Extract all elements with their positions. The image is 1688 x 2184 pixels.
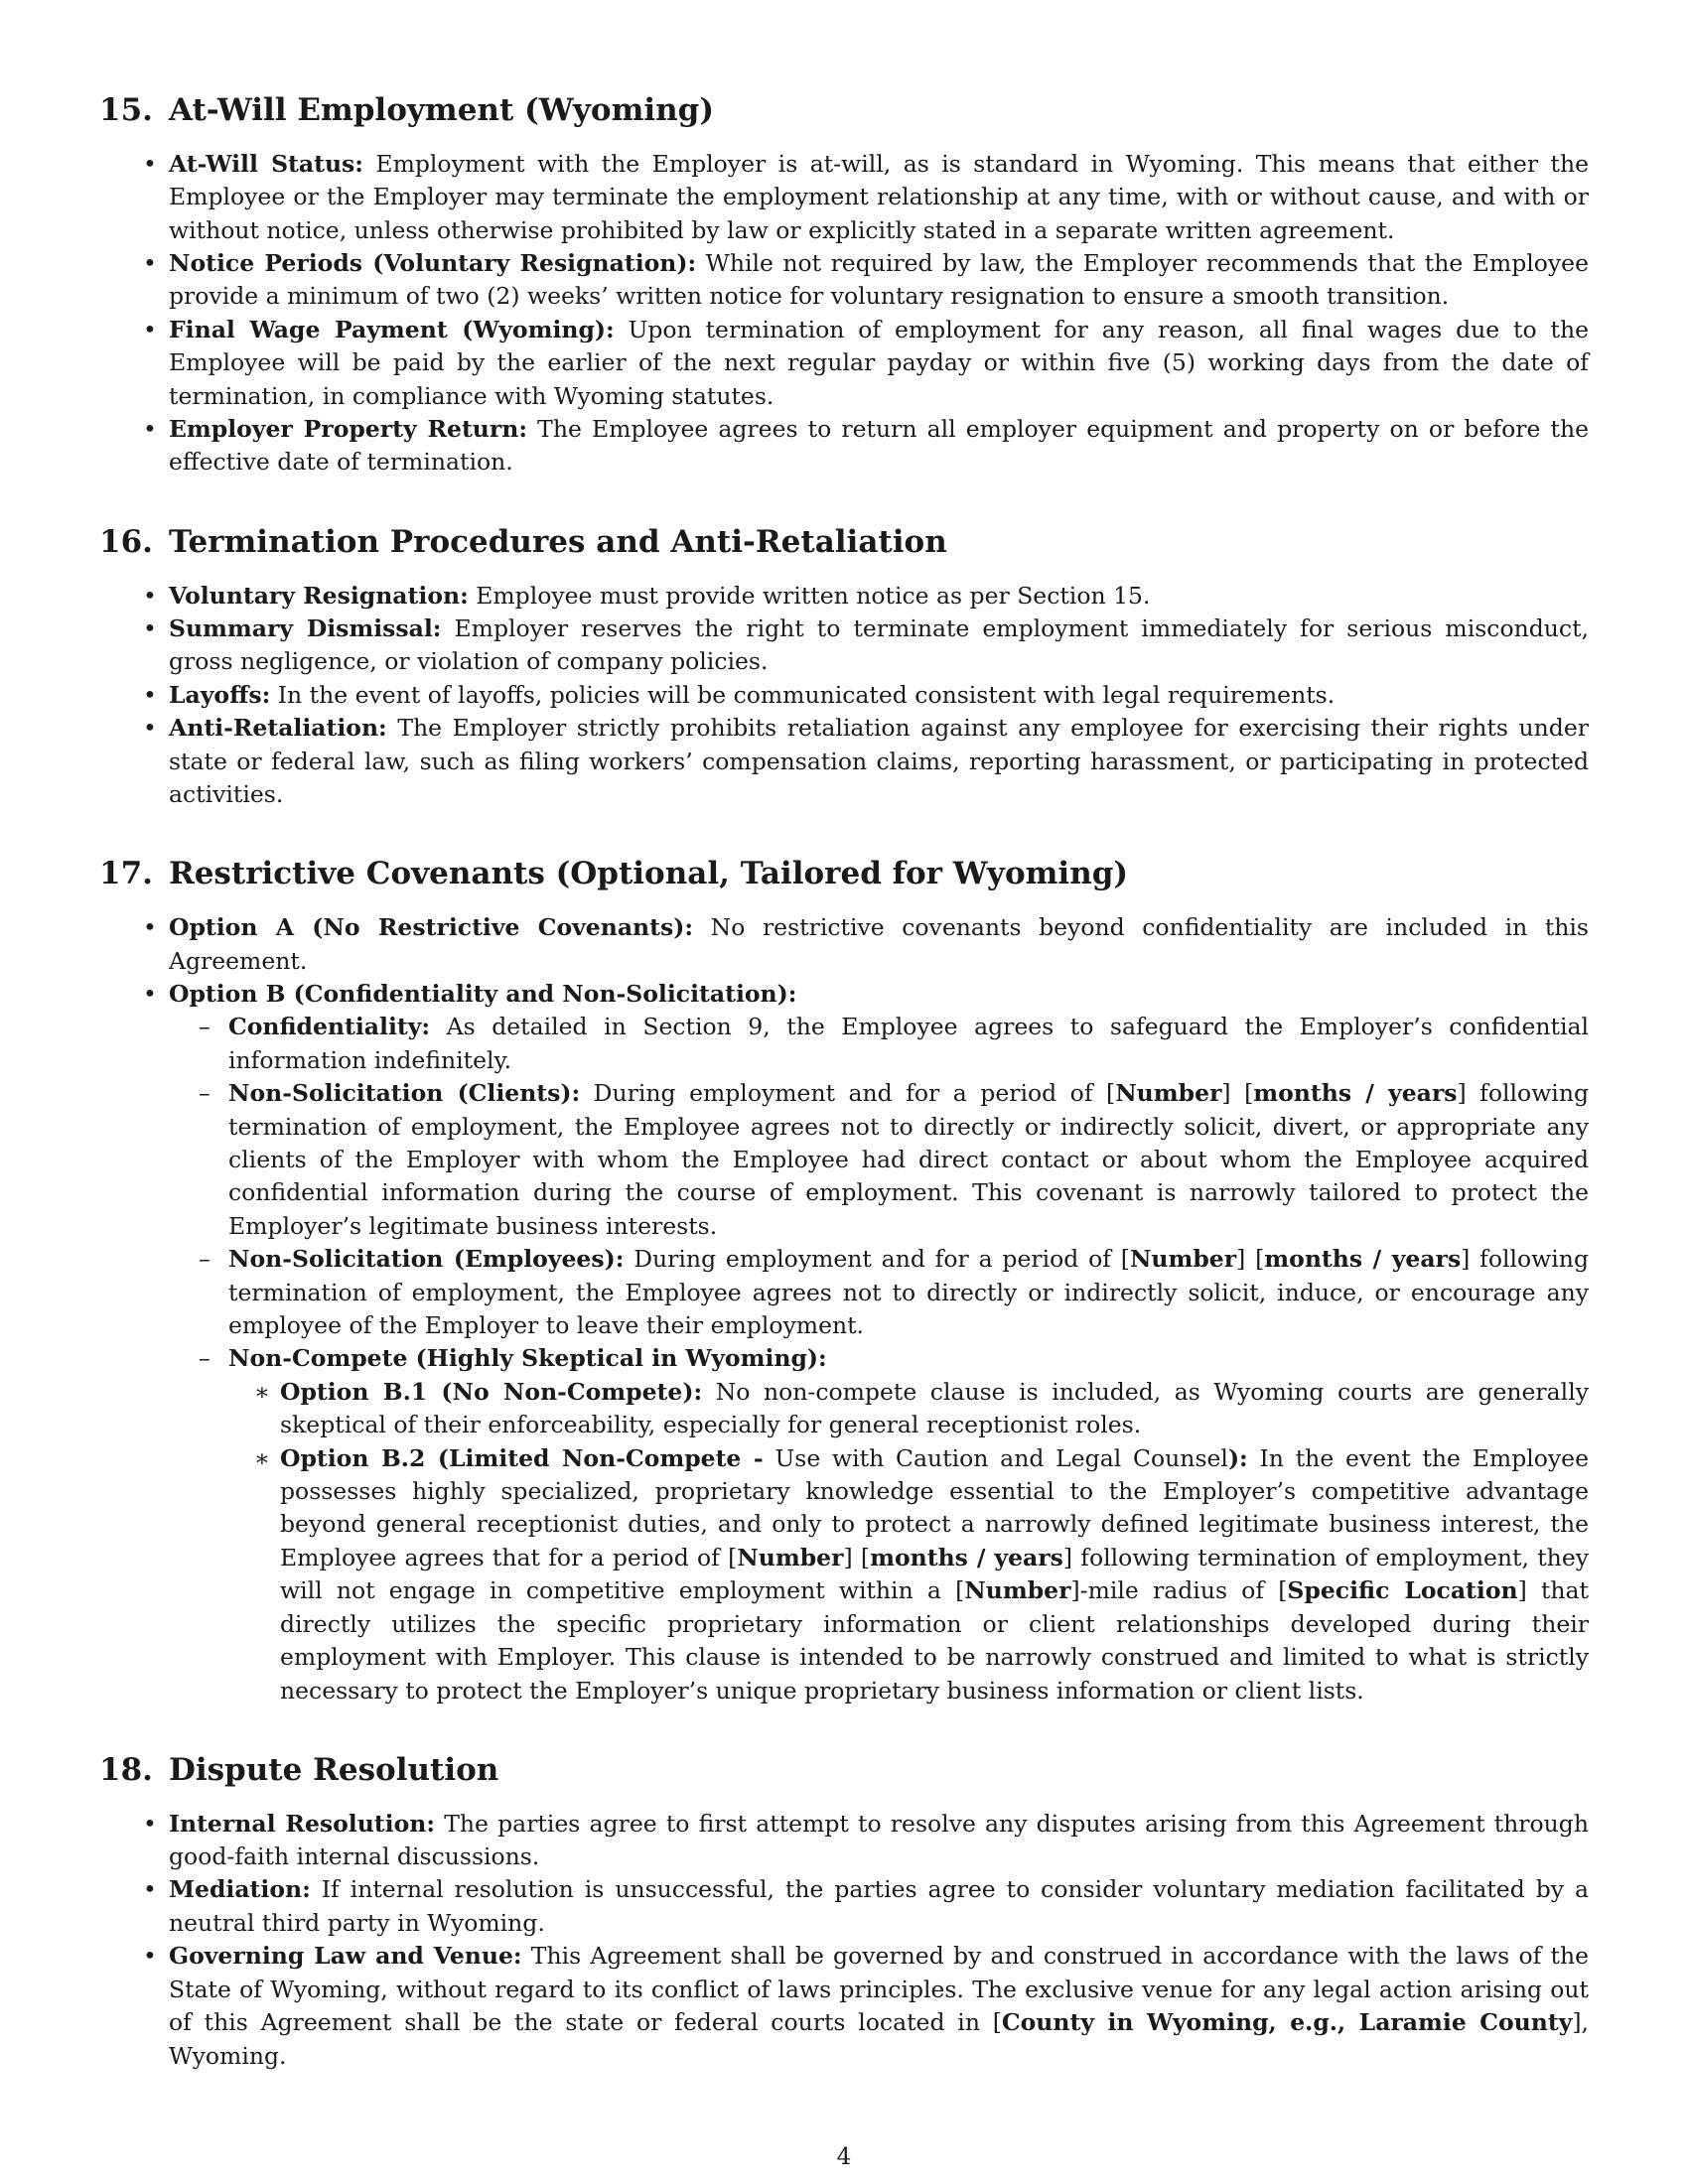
- section-15: [99, 91, 1589, 479]
- item-label: Final Wage Payment (Wyoming):: [169, 315, 615, 343]
- sub-sub-list: [228, 1376, 1589, 1707]
- bullet-list: [99, 148, 1589, 479]
- item-text: If internal resolution is unsuccessful, the parties agree to consider voluntary mediation facilitated by a neutral third party in Wyoming.: [169, 1875, 1589, 1937]
- item-label: Voluntary Resignation:: [169, 581, 469, 610]
- bullet-list: [99, 1808, 1589, 2073]
- section-heading: [99, 523, 1589, 562]
- item-label: Option A (No Restrictive Covenants):: [169, 913, 694, 942]
- section-heading: [99, 91, 1589, 130]
- item-text: This Agreement shall be governed by and construed in accordance with the laws of the State of Wyoming, without regard to its conflict of laws principles. The exclusive venue for any legal action arising out of this Agreement shall be the state or federal courts located in [: [169, 1942, 1590, 2037]
- item-label: Anti-Retaliation:: [169, 714, 387, 743]
- list-item: [99, 1873, 1589, 1940]
- item-label: Option B.2 (Limited Non-Compete -: [280, 1443, 764, 1472]
- list-item: [99, 413, 1589, 479]
- list-item: [99, 148, 1589, 247]
- item-text: Upon termination of employment for any reason, all final wages due to the Employee will be paid by the earlier of the next regular payday or within five (5) working days from the date of termination, in compliance with Wyoming statutes.: [169, 315, 1589, 410]
- item-label: Governing Law and Venue:: [169, 1942, 522, 1971]
- section-title: Restrictive Covenants (Optional, Tailored for Wyoming): [168, 856, 1129, 892]
- sub-list: [169, 1011, 1589, 1707]
- item-label: Non-Solicitation (Employees):: [228, 1245, 625, 1274]
- item-label: At-Will Status:: [169, 149, 363, 178]
- item-text: The Employer strictly prohibits retaliation against any employee for exercising their rights under state or federal law, such as filing workers’ compensation claims, reporting harassment, or participating in protected activities.: [169, 714, 1589, 808]
- bullet-list: [99, 580, 1589, 812]
- placeholder-number: Number: [1129, 1245, 1237, 1274]
- item-text: ] following termination of employment, the Employee agrees not to directly or indirectly solicit, induce, or encourage any employee of the Employer to leave their employment.: [228, 1245, 1589, 1340]
- item-label: Internal Resolution:: [169, 1809, 436, 1838]
- sub-list-item: [169, 1077, 1589, 1243]
- placeholder-county: County in Wyoming, e.g., Laramie County: [1001, 2008, 1573, 2037]
- section-number: 17.: [99, 856, 153, 892]
- list-item: [99, 978, 1589, 1707]
- item-text: As detailed in Section 9, the Employee agrees to safeguard the Employer’s confidential information indefinitely.: [228, 1013, 1589, 1074]
- item-text: ]-mile radius of [: [1070, 1576, 1288, 1605]
- item-text: ] [: [843, 1543, 871, 1571]
- item-text: ] following termination of employment, the Employee agrees not to directly or indirectly solicit, divert, or appropriate any clients of the Employer with whom the Employee had direct contact or about whom the Employee acquired confidential information during the course of employment. This covenant is narrowly tailored to protect the Employer’s legitimate business interests.: [228, 1079, 1590, 1240]
- item-label: Notice Periods (Voluntary Resignation):: [169, 248, 697, 277]
- item-text: ] that directly utilizes the specific proprietary information or client relationships developed during their employment with Employer. This clause is intended to be narrowly construed and limited to what is strictly necessary to protect the Employer’s unique proprietary business information or client lists.: [280, 1576, 1589, 1705]
- item-text: ], Wyoming.: [169, 2008, 1589, 2070]
- placeholder-period: months / years: [1253, 1079, 1458, 1108]
- section-number: 15.: [99, 92, 153, 128]
- sub-list-item: [169, 1011, 1589, 1077]
- item-text: Employer reserves the right to terminate employment immediately for serious misconduct, gross negligence, or violation of company policies.: [169, 614, 1589, 676]
- item-label: Employer Property Return:: [169, 415, 528, 443]
- section-18: [99, 1751, 1589, 2073]
- sub-list-item: [169, 1243, 1589, 1342]
- item-text: ] [: [1221, 1079, 1254, 1108]
- item-text: While not required by law, the Employer recommends that the Employee provide a minimum of two (2) weeks’ written notice for voluntary resignation to ensure a smooth transition.: [169, 248, 1589, 311]
- section-title: Dispute Resolution: [168, 1751, 499, 1788]
- section-17: [99, 855, 1589, 1707]
- section-number: 16.: [99, 523, 153, 560]
- list-item: [99, 613, 1589, 679]
- bullet-list: [99, 911, 1589, 1707]
- item-text: In the event the Employee possesses highly specialized, proprietary knowledge essential to the Employer’s competitive advantage beyond general receptionist duties, and only to protect a narrowly defined legitimate business interest, the Employee agrees that for a period of [: [280, 1443, 1589, 1571]
- sub-sub-list-item: [228, 1442, 1589, 1707]
- list-item: [99, 580, 1589, 613]
- placeholder-radius: Number: [964, 1576, 1071, 1605]
- placeholder-period: months / years: [870, 1543, 1063, 1571]
- page-number: 4: [836, 2144, 852, 2170]
- item-label-close: ):: [1227, 1443, 1248, 1472]
- section-heading: [99, 855, 1589, 893]
- placeholder-period: months / years: [1264, 1245, 1462, 1274]
- item-text: The parties agree to first attempt to resolve any disputes arising from this Agreement through good-faith internal discussions.: [169, 1809, 1589, 1871]
- list-item: [99, 1940, 1589, 2073]
- list-item: [99, 679, 1589, 712]
- item-label: Layoffs:: [169, 680, 271, 709]
- item-label: Mediation:: [169, 1875, 311, 1904]
- section-number: 18.: [99, 1751, 153, 1788]
- item-text: During employment and for a period of [: [624, 1245, 1130, 1274]
- item-text: During employment and for a period of [: [580, 1079, 1116, 1108]
- item-text: The Employee agrees to return all employer equipment and property on or before the effective date of termination.: [169, 415, 1589, 477]
- sub-sub-list-item: [228, 1376, 1589, 1442]
- item-label: Non-Compete (Highly Skeptical in Wyoming):: [228, 1344, 827, 1373]
- section-16: [99, 523, 1589, 812]
- item-text: No non-compete clause is included, as Wyoming courts are generally skeptical of their enforceability, especially for general receptionist roles.: [280, 1377, 1589, 1439]
- list-item: [99, 911, 1589, 978]
- item-label: Non-Solicitation (Clients):: [228, 1079, 581, 1108]
- item-text: ] [: [1236, 1245, 1265, 1274]
- item-text: Employee must provide written notice as per Section 15.: [468, 581, 1151, 610]
- list-item: [99, 712, 1589, 811]
- item-text: Employment with the Employer is at-will, as is standard in Wyoming. This means that either the Employee or the Employer may terminate the employment relationship at any time, with or without cause, and with or without notice, unless otherwise prohibited by law or explicitly stated in a separate written agreement.: [169, 149, 1589, 244]
- item-text: No restrictive covenants beyond confidentiality are included in this Agreement.: [169, 913, 1589, 975]
- list-item: [99, 247, 1589, 314]
- list-item: [99, 314, 1589, 413]
- item-text: In the event of layoffs, policies will be communicated consistent with legal requirements.: [270, 680, 1336, 709]
- item-label: Summary Dismissal:: [169, 614, 442, 642]
- placeholder-location: Specific Location: [1287, 1576, 1518, 1605]
- section-heading: [99, 1751, 1589, 1790]
- item-label-plain: Use with Caution and Legal Counsel: [763, 1443, 1228, 1472]
- list-item: [99, 1808, 1589, 1874]
- item-label: Option B.1 (No Non-Compete):: [280, 1377, 703, 1406]
- placeholder-number: Number: [1115, 1079, 1222, 1108]
- section-title: Termination Procedures and Anti-Retaliation: [168, 523, 947, 560]
- document-page: [99, 91, 1589, 2116]
- section-title: At-Will Employment (Wyoming): [168, 92, 715, 128]
- sub-list-item: [169, 1342, 1589, 1706]
- item-text: ] following termination of employment, they will not engage in competitive employment within a [: [280, 1543, 1589, 1605]
- item-label: Confidentiality:: [228, 1013, 431, 1041]
- item-label: Option B (Confidentiality and Non-Solicitation):: [169, 979, 797, 1008]
- placeholder-number: Number: [737, 1543, 844, 1571]
